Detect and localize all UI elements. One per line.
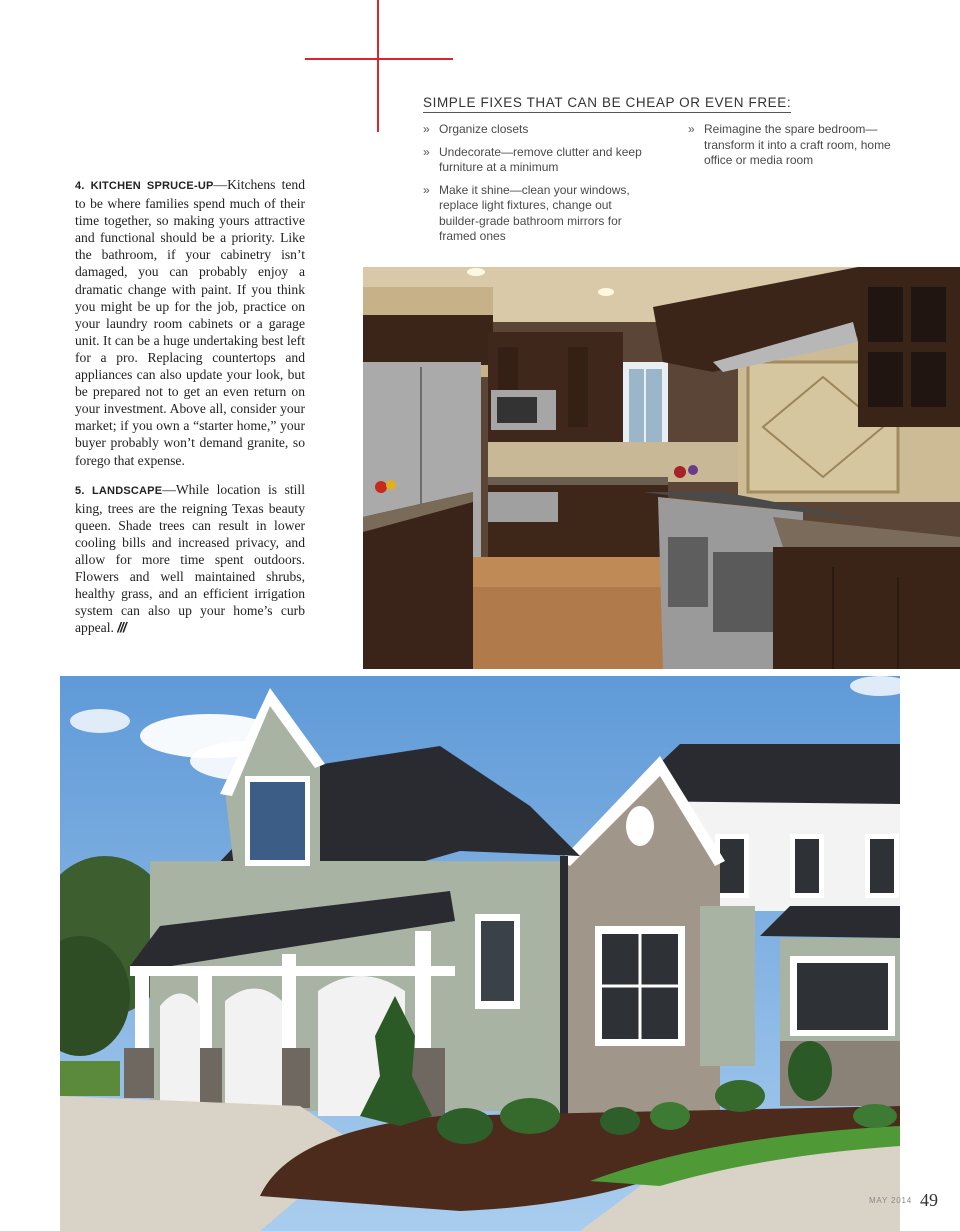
list-item [688,122,920,169]
list-item-text: Undecorate—remove clutter and keep furniture at a minimum [439,144,642,174]
sidebar-list-col2 [688,122,920,176]
house-exterior-photo [60,676,900,1231]
bullet-icon: » [423,122,430,136]
bullet-icon: » [423,144,430,159]
list-item [423,122,653,138]
article-body [75,176,305,648]
crop-mark-horizontal [305,58,453,60]
sidebar-title: SIMPLE FIXES THAT CAN BE CHEAP OR EVEN FREE: [423,95,791,113]
kitchen-text: —Kitchens tend to be where families spend much of their time together, so making yours attractive and functional should be a priority. Like the bathroom, if your cabinetry isn’t damaged, you can probably enjoy a dramatic change with paint. If you think you might be up for the job, practice on your laundry room cabinets or a garage unit. It can be a huge undertaking best left for a pro. Replacing countertops and appliances can also update your look, but be prepared not to get an even return on your investment. Above all, consider your market; if you own a “starter home,” your buyer probably won’t demand granite, so forego that expense. [75,177,306,468]
kitchen-photo [363,267,960,669]
list-item-text: Reimagine the spare bedroom—transform it into a craft room, home office or media room [704,122,891,167]
list-item [423,183,653,245]
page-number: 49 [920,1190,938,1210]
landscape-text: —While location is still king, trees are the reigning Texas beauty queen. Shade trees can result in lower cooling bills and increased privacy, and allow for more time spent outdoors. Flowers and well maintained shrubs, healthy grass, and an efficient irrigation system can also up your home’s curb appeal. [75,481,305,636]
landscape-heading: 5. LANDSCAPE [75,484,163,497]
list-item-text: Make it shine—clean your windows, replace light fixtures, change out builder-grade bathroom mirrors for framed ones [439,182,630,243]
bullet-icon: » [423,182,430,197]
sidebar-list-col1 [423,122,653,252]
bullet-icon: » [688,122,695,136]
end-mark-icon: /// [117,620,126,636]
kitchen-paragraph [75,176,305,469]
landscape-paragraph [75,481,305,637]
list-item [423,145,653,176]
page-folio [869,1190,938,1211]
crop-mark-vertical [377,0,379,132]
issue-date: MAY 2014 [868,1196,912,1205]
kitchen-heading: 4. KITCHEN SPRUCE-UP [75,180,214,192]
list-item-text: Organize closets [439,122,529,136]
